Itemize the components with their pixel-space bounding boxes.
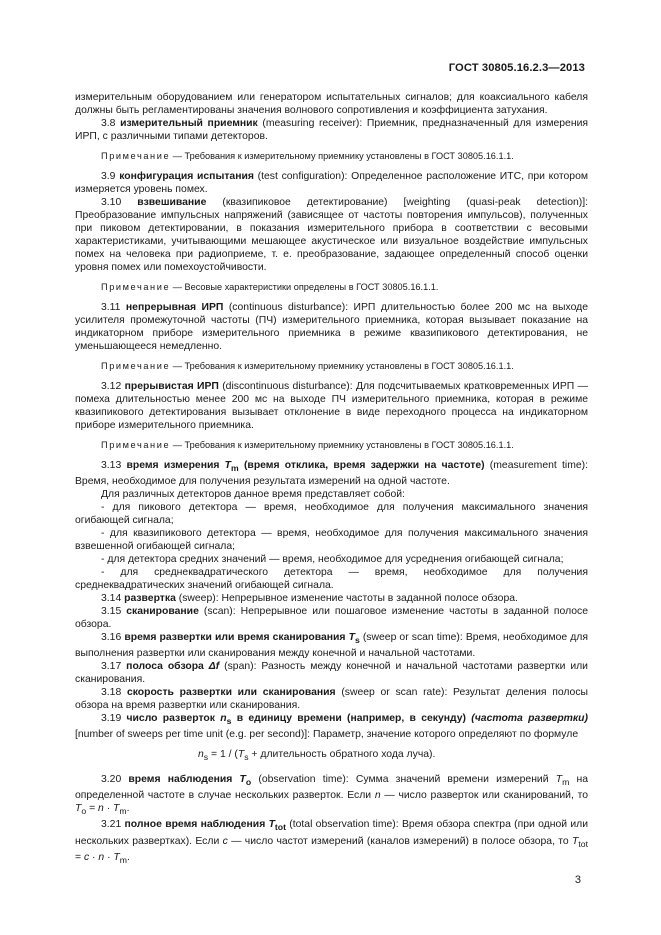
term-title: полное время наблюдения $T_{tot}$: [124, 819, 286, 833]
note-3-12: Примечание — Требования к измерительному приемнику установлены в ГОСТ 30805.16.1.1.: [101, 440, 514, 450]
term-title: развертка: [124, 593, 176, 605]
term-3-13: 3.13 время измерения $T_m$ (время отклика, время задержки на частоте) (measurement time): Время, необходимое для получения результата измерений на одной частоте.: [75, 460, 588, 488]
term-title: прерывистая ИРП: [124, 381, 219, 392]
term-title: полоса обзора Δf: [126, 661, 220, 673]
detector-item-quasi-peak: - для квазипикового детектора — время, необходимое для получения максимального значения взвешенной огибающей сигнала;: [75, 528, 588, 553]
detector-item-peak: - для пикового детектора — время, необходимое для получения максимального значения огибающей сигнала;: [75, 502, 588, 527]
term-3-15: 3.15 сканирование (scan): Непрерывное или пошаговое изменение частоты в заданной полосе обзора.: [75, 606, 589, 631]
term-3-18: 3.18 скорость развертки или сканирования (sweep or scan rate): Результат деления полосы обзора на время развертки или сканирования.: [75, 687, 589, 712]
term-title: время наблюдения $T_o$: [128, 774, 252, 788]
detector-item-rms: - для среднеквадратического детектора — время, необходимое для получения среднеквадратических значений огибающей сигнала.: [75, 567, 588, 592]
term-title: конфигурация испытания: [119, 171, 254, 182]
note-3-10: Примечание — Весовые характеристики определены в ГОСТ 30805.16.1.1.: [101, 282, 439, 292]
term-title: время развертки или время сканирования $T_s$: [124, 632, 360, 646]
term-3-11: 3.11 непрерывная ИРП (continuous disturbance): ИРП длительностью более 200 мс на выходе усилителя промежуточной частоты (ПЧ) измерительного приемника, которая вызывает показание на индикаторном приборе измерительного приемника в режиме квазипикового детектирования, не уменьшающееся немедленно.: [75, 302, 588, 352]
term-title: непрерывная ИРП: [125, 302, 224, 313]
note-label: Примечание: [101, 151, 171, 161]
term-title: взвешивание: [137, 197, 207, 208]
document-body: [75, 91, 588, 867]
term-3-16: 3.16 время развертки или время сканирования $T_s$ (sweep or scan time): Время, необходимое для выполнения развертки или сканирования между конечной и начальной частотами.: [75, 632, 588, 660]
term-3-20: 3.20 время наблюдения $T_o$ (observation time): Сумма значений времени измерений $T_m$ на определенной частоте в случае нескольких разверток. Если n — число разверток или сканирований, то $T_o = n \cdot T_m$.: [75, 774, 588, 817]
term-title: время измерения $T_m$ (время отклика, время задержки на частоте): [126, 460, 485, 474]
term-3-17: 3.17 полоса обзора Δf (span): Разность между конечной и начальной частотами развертки или сканирования.: [75, 661, 588, 686]
term-3-10: 3.10 взвешивание (квазипиковое детектирование) [weighting (quasi-peak detection)]: Преобразование импульсных напряжений (зависящее от частоты повторения импульсов), полученных при пиковом детектировании, в показания измерительного прибора в соответствии с весовыми характеристиками, учитывающими мешающее акустическое или визуальное воздействие импульсных помех на человека при радиоприеме, т. е. преобразование, задающее определенный способ оценки уровня помех или помехоустойчивости.: [75, 197, 589, 273]
detector-item-average: - для детектора средних значений — время, необходимое для усреднения огибающей сигнала;: [101, 554, 564, 566]
term-title: число разверток $n_s$ в единицу времени (например, в секунду) (частота развертки): [126, 713, 588, 727]
term-3-19: 3.19 число разверток $n_s$ в единицу времени (например, в секунду) (частота развертки) [number of sweeps per time unit (e.g. per second)]: Параметр, значение которого определяют по формуле: [75, 713, 588, 741]
term-3-21: 3.21 полное время наблюдения $T_{tot}$ (total observation time): Время обзора спектра (при одной или нескольких развертках). Если c — число частот измерений (каналов измерений) в полосе обзора, то $T_{tot} = c \cdot n \cdot T_m$.: [75, 819, 588, 865]
note-3-8: Примечание — Требования к измерительному приемнику установлены в ГОСТ 30805.16.1.1.: [101, 151, 514, 161]
note-label: Примечание: [101, 282, 171, 292]
note-label: Примечание: [101, 440, 171, 450]
paragraph-intro-continuation: измерительным оборудованием или генератором испытательных сигналов; для коаксиального кабеля должны быть регламентированы значения волнового сопротивления и коэффициента затухания.: [75, 92, 588, 116]
detector-list-intro: Для различных детекторов данное время представляет собой:: [101, 489, 405, 501]
page-number: 3: [574, 874, 581, 886]
note-3-11: Примечание — Требования к измерительному приемнику установлены в ГОСТ 30805.16.1.1.: [101, 361, 514, 371]
standard-designation: ГОСТ 30805.16.2.3—2013: [448, 62, 585, 74]
term-3-14: 3.14 развертка (sweep): Непрерывное изменение частоты в заданной полосе обзора.: [101, 593, 518, 605]
term-title: скорость развертки или сканирования: [126, 687, 336, 699]
term-3-9: 3.9 конфигурация испытания (test configuration): Определенное расположение ИТС, при котором измеряется уровень помех.: [75, 171, 588, 195]
term-title: измерительный приемник: [120, 118, 258, 129]
term-title: сканирование: [126, 606, 199, 618]
note-label: Примечание: [101, 361, 171, 371]
term-3-8: 3.8 измерительный приемник (measuring receiver): Приемник, предназначенный для измерения ИРП, с различными типами детекторов.: [75, 118, 588, 142]
term-3-12: 3.12 прерывистая ИРП (discontinuous disturbance): Для подсчитываемых кратковременных ИРП — помеха длительностью менее 200 мс на выходе ПЧ измерительного приемника, которая в режиме квазипикового детектирования вызывает отклонение в виде переходного процесса на индикаторном приборе измерительного приемника.: [75, 381, 588, 431]
sweep-rate-formula: $n_s = 1 / (T_s$ + длительность обратного хода луча).: [198, 749, 436, 763]
